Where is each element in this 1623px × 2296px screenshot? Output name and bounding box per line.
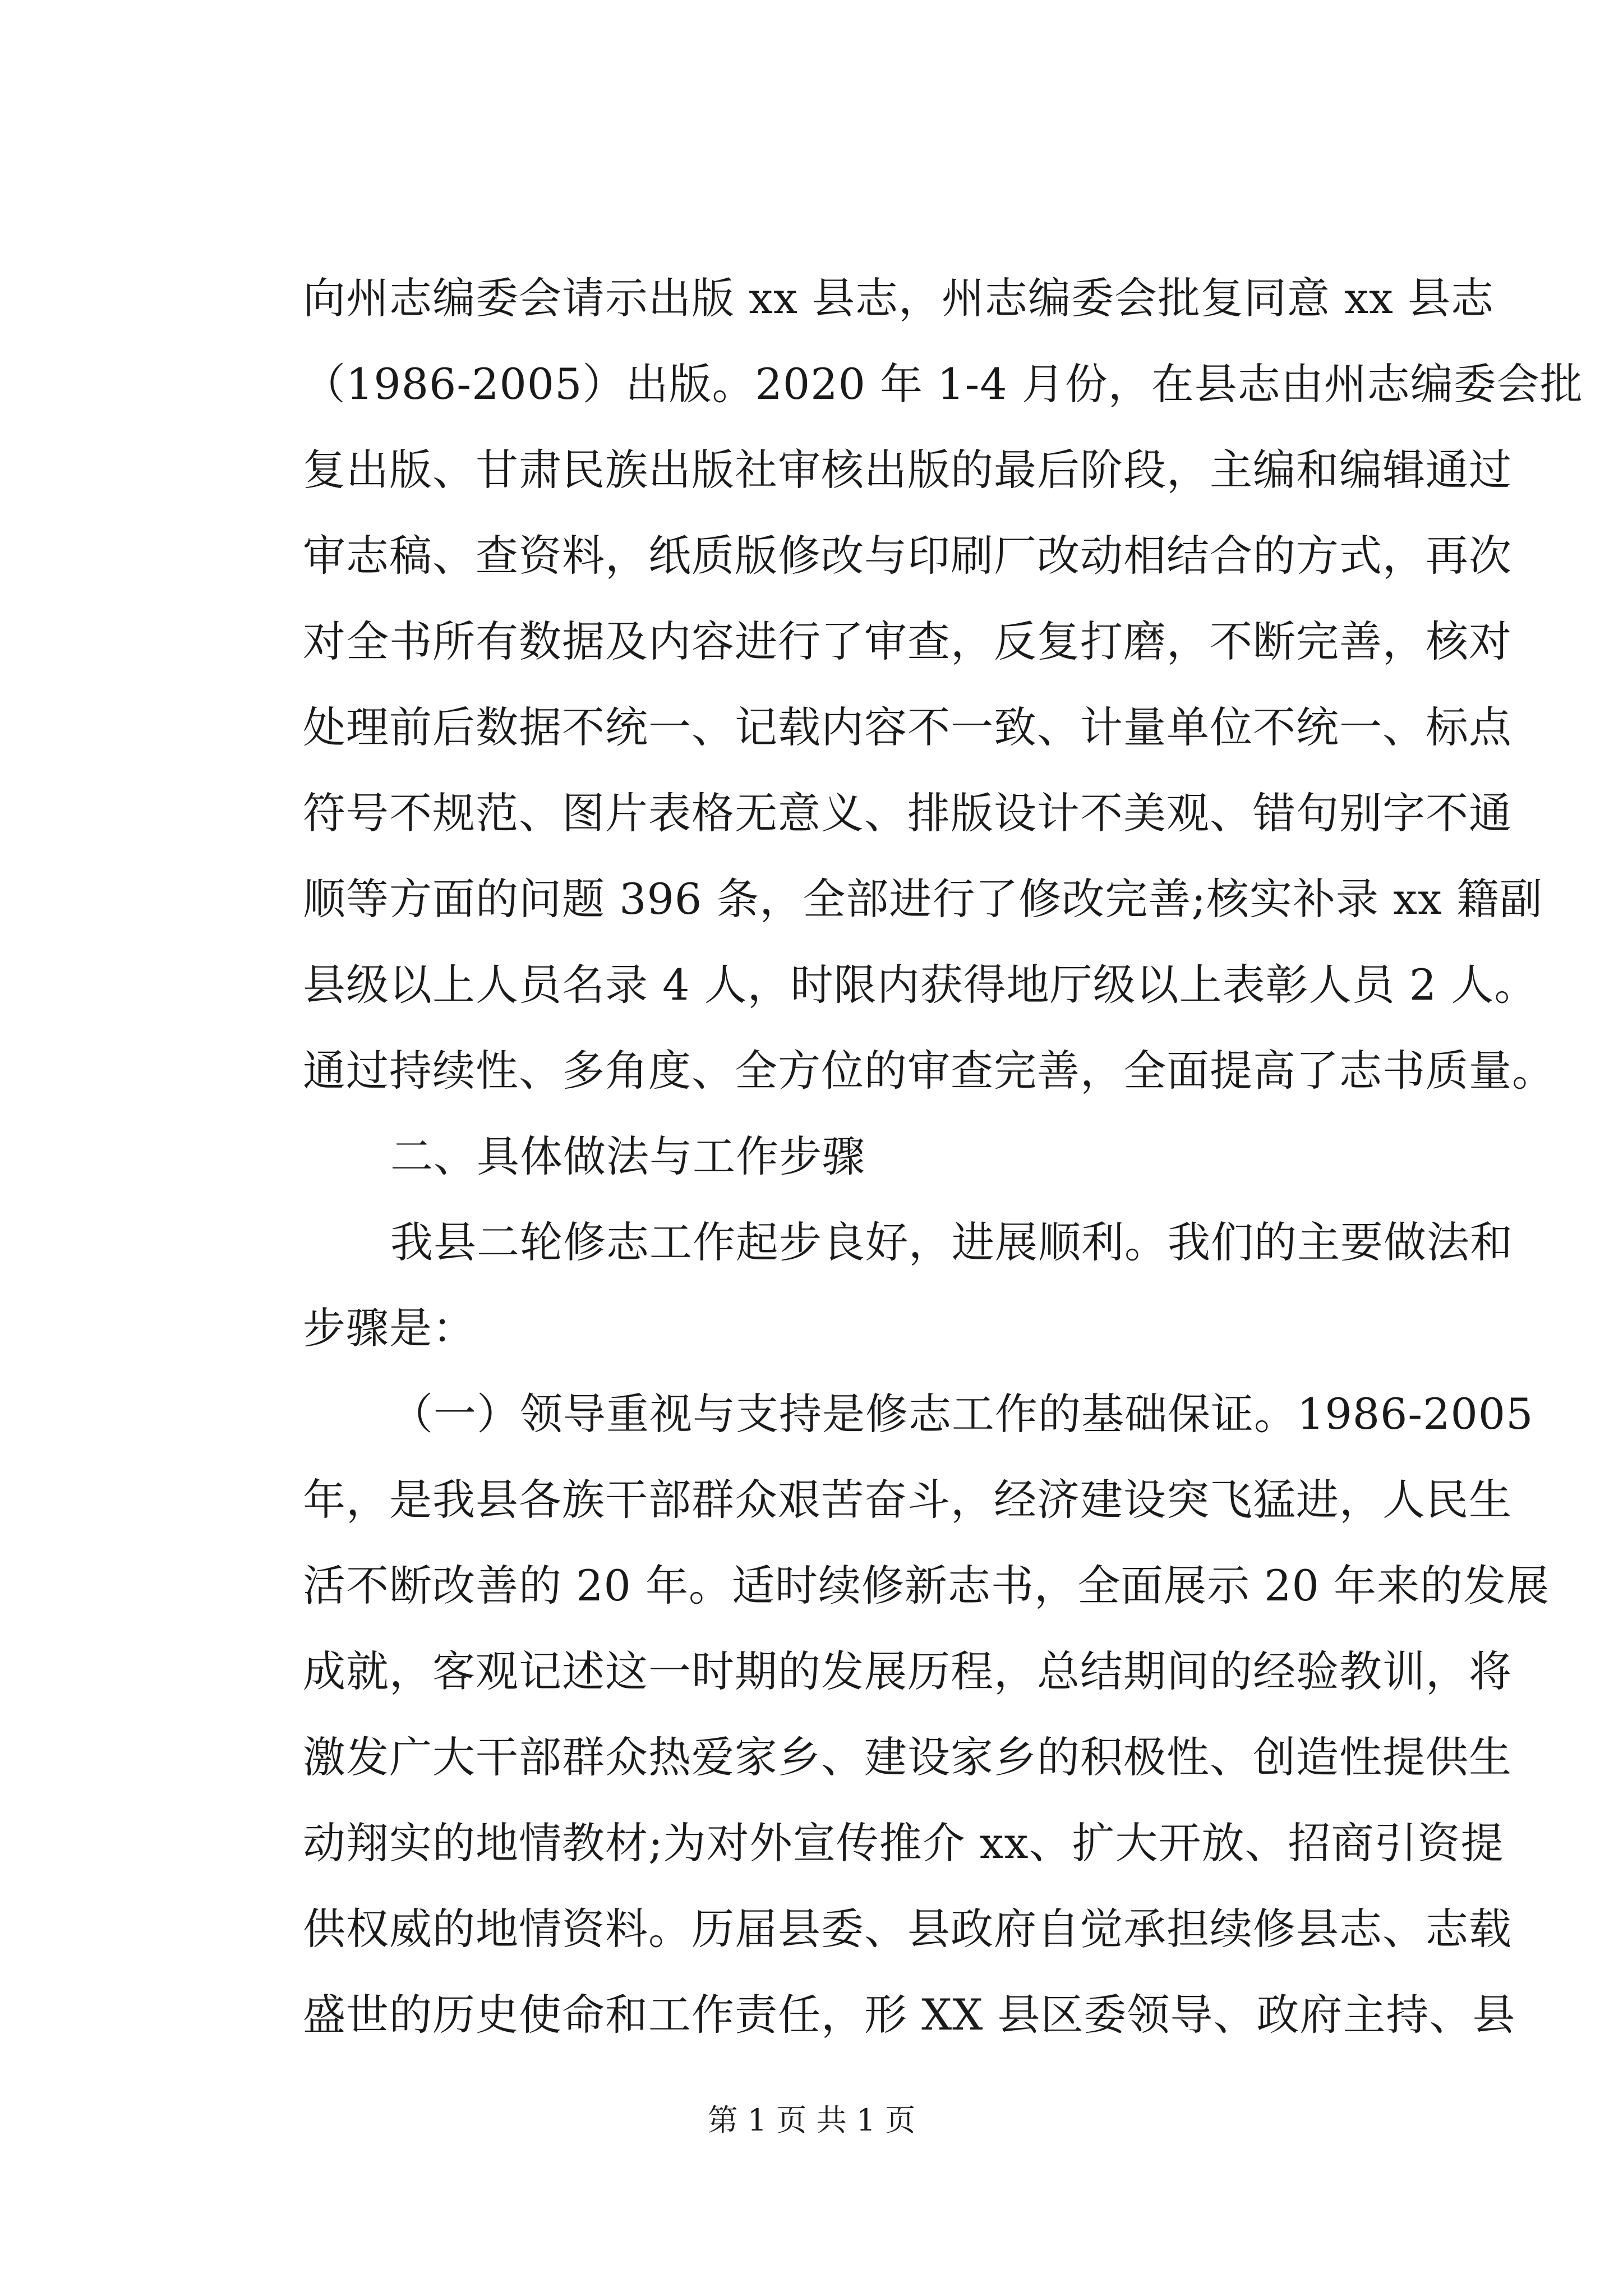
- text-line: 我县二轮修志工作起步良好，进展顺利。我们的主要做法和: [390, 1217, 1513, 1267]
- subsection-heading-line: （一）领导重视与支持是修志工作的基础保证。1986-2005: [390, 1389, 1534, 1439]
- document-body: [303, 255, 1583, 2058]
- section-heading: 二、具体做法与工作步骤: [390, 1131, 865, 1181]
- text-line: 动翔实的地情教材;为对外宣传推介 xx、扩大开放、招商引资提: [303, 1818, 1504, 1868]
- text-line: （1986-2005）出版。2020 年 1-4 月份，在县志由州志编委会批: [303, 359, 1583, 409]
- text-line: 审志稿、查资料，纸质版修改与印刷厂改动相结合的方式，再次: [303, 531, 1512, 581]
- text-line: 年，是我县各族干部群众艰苦奋斗，经济建设突飞猛进，人民生: [303, 1475, 1512, 1525]
- page-footer: 第 1 页 共 1 页: [707, 2102, 916, 2138]
- text-line: 复出版、甘肃民族出版社审核出版的最后阶段，主编和编辑通过: [303, 445, 1512, 495]
- text-line: 步骤是：: [303, 1303, 476, 1353]
- text-line: 处理前后数据不统一、记载内容不一致、计量单位不统一、标点: [303, 702, 1512, 752]
- text-line: 供权威的地情资料。历届县委、县政府自觉承担续修县志、志载: [303, 1904, 1512, 1954]
- text-line: 对全书所有数据及内容进行了审查，反复打磨，不断完善，核对: [303, 616, 1512, 666]
- text-line: 成就，客观记述这一时期的发展历程，总结期间的经验教训，将: [303, 1646, 1512, 1696]
- text-line: 县级以上人员名录 4 人，时限内获得地厅级以上表彰人员 2 人。: [303, 960, 1538, 1010]
- text-line: 向州志编委会请示出版 xx 县志，州志编委会批复同意 xx 县志: [303, 273, 1495, 323]
- text-line: 符号不规范、图片表格无意义、排版设计不美观、错句别字不通: [303, 788, 1512, 838]
- text-line: 激发广大干部群众热爱家乡、建设家乡的积极性、创造性提供生: [303, 1732, 1512, 1782]
- text-line: 活不断改善的 20 年。适时续修新志书，全面展示 20 年来的发展: [303, 1561, 1550, 1611]
- text-line: 盛世的历史使命和工作责任，形 XX 县区委领导、政府主持、县: [303, 1990, 1516, 2040]
- text-line: 通过持续性、多角度、全方位的审查完善，全面提高了志书质量。: [303, 1046, 1555, 1096]
- text-line: 顺等方面的问题 396 条，全部进行了修改完善;核实补录 xx 籍副: [303, 874, 1543, 924]
